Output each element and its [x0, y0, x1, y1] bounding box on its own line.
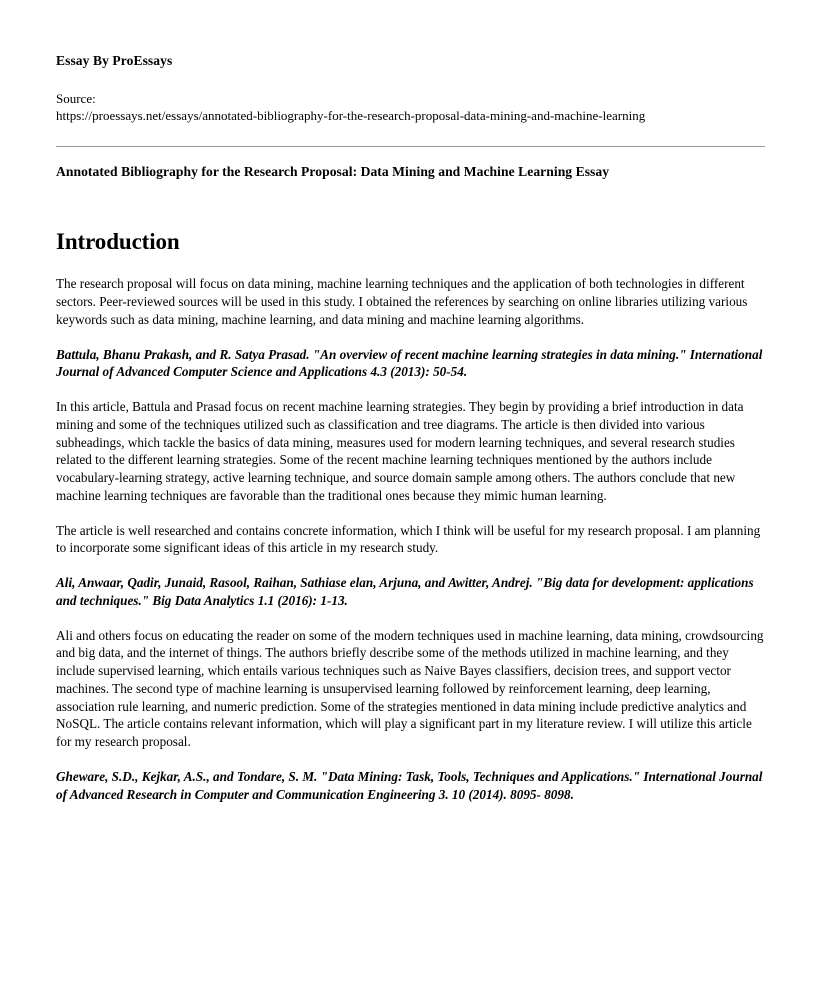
source-url: https://proessays.net/essays/annotated-bibliography-for-the-research-proposal-data-mining-and-machine-learning [56, 107, 646, 123]
header-divider [56, 146, 765, 147]
annotation-battula-1: In this article, Battula and Prasad focus on recent machine learning strategies. They begin by providing a brief introduction in data mining and some of the techniques utilized such as classification and tree diagrams. The article is then divided into various subheadings, which tackle the basics of data mining, measures used for modern learning techniques, and several research studies related to the different learning strategies. Some of the recent machine learning techniques mentioned by the authors include vocabulary-learning strategy, active learning technique, and source domain sample among others. The authors conclude that new machine learning techniques are favorable than the traditional ones because they mimic human learning. [56, 399, 744, 503]
annotation-battula-2: The article is well researched and contains concrete information, which I think will be useful for my research proposal. I am planning to incorporate some significant ideas of this article in my research study. [56, 522, 761, 556]
annotation-ali-1: Ali and others focus on educating the reader on some of the modern techniques used in machine learning, data mining, crowdsourcing and big data, and the internet of things. The authors briefly describe some of the methods utilized in machine learning, and they include supervised learning, which entails various techniques such as Naive Bayes classifiers, decision trees, and support vector machines. The second type of machine learning is unsupervised learning followed by reinforcement learning, deep learning, association rule learning, and numeric prediction. Some of the strategies mentioned in data mining include predictive analytics and NoSQL. The article contains relevant information, which will play a significant part in my literature review. I will utilize this article for my research proposal. [56, 627, 764, 750]
section-heading-introduction: Introduction [56, 228, 180, 254]
source-block [56, 90, 765, 125]
site-title: Essay By ProEssays [56, 53, 173, 68]
citation-ali: Ali, Anwaar, Qadir, Junaid, Rasool, Raihan, Sathiase elan, Arjuna, and Awitter, Andrej. "Big data for development: applications and techniques." Big Data Analytics 1.1 (2016): 1-13. [56, 575, 754, 608]
source-label: Source: [56, 90, 96, 106]
citation-battula: Battula, Bhanu Prakash, and R. Satya Prasad. "An overview of recent machine learning strategies in data mining." International Journal of Advanced Computer Science and Applications 4.3 (2013): 50-54. [56, 346, 763, 380]
intro-paragraph: The research proposal will focus on data mining, machine learning techniques and the application of both technologies in different sectors. Peer-reviewed sources will be used in this study. I obtained the references by searching on online libraries utilizing various keywords such as data mining, machine learning, and data mining and machine learning algorithms. [56, 276, 748, 327]
citation-gheware: Gheware, S.D., Kejkar, A.S., and Tondare, S. M. "Data Mining: Task, Tools, Techniques and Applications." International Journal of Advanced Research in Computer and Communication Engineering 3. 10 (2014). 8095- 8098. [56, 768, 763, 802]
page-title: Annotated Bibliography for the Research Proposal: Data Mining and Machine Learning Essay [56, 164, 610, 180]
